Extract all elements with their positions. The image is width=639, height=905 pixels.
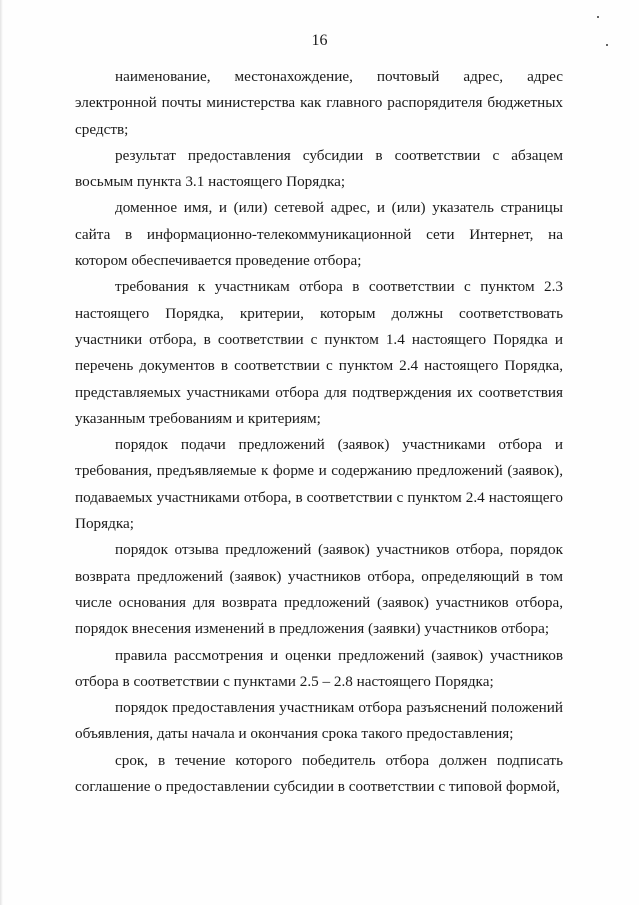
scan-speck [597, 16, 599, 18]
paragraph: порядок подачи предложений (заявок) участниками отбора и требования, предъявляемые к форме и содержанию предложений (заявок), подаваемых участниками отбора, в соответствии с пунктом 2.4 настоящего Порядка; [75, 436, 563, 533]
paragraph: срок, в течение которого победитель отбора должен подписать соглашение о предоставлении субсидии в соответствии с типовой формой, [75, 751, 563, 796]
paragraph: результат предоставления субсидии в соответствии с абзацем восьмым пункта 3.1 настоящего Порядка; [75, 146, 563, 191]
paragraph: требования к участникам отбора в соответствии с пунктом 2.3 настоящего Порядка, критерии, которым должны соответствовать участники отбора, в соответствии с пунктом 1.4 настоящего Порядка и перечень документов в соответствии с пунктом 2.4 настоящего Порядка, представляемых участниками отбора для подтверждения их соответствия указанным требованиям и критериям; [75, 278, 563, 427]
paragraph: правила рассмотрения и оценки предложений (заявок) участников отбора в соответствии с пунктами 2.5 – 2.8 настоящего Порядка; [75, 646, 563, 690]
document-body [75, 64, 563, 800]
paragraph: доменное имя, и (или) сетевой адрес, и (или) указатель страницы сайта в информационно-телекоммуникационной сети Интернет, на котором обеспечивается проведение отбора; [75, 199, 563, 270]
paragraph: порядок предоставления участникам отбора разъяснений положений объявления, даты начала и окончания срока такого предоставления; [75, 699, 563, 743]
page-number: 16 [311, 32, 328, 49]
paragraph: порядок отзыва предложений (заявок) участников отбора, порядок возврата предложений (заявок) участников отбора, определяющий в том числе основания для возврата предложений (заявок) участников отбора, порядок внесения изменений в предложения (заявки) участников отбора; [75, 541, 563, 638]
paragraph: наименование, местонахождение, почтовый адрес, адрес электронной почты министерства как главного распорядителя бюджетных средств; [75, 68, 563, 138]
scan-edge [0, 0, 3, 905]
